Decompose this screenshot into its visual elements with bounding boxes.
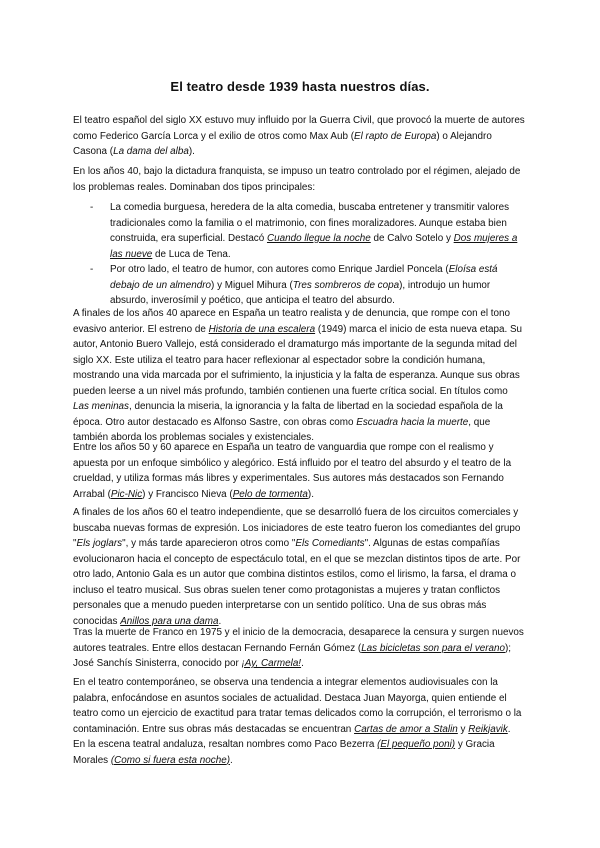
text: La comedia burguesa, heredera de la alta comedia, buscaba entretener y transmitir valores tradicionales como la familia o el matrimonio, con fines moralizadores. Aunque estaba bien construida, era superficial. Destacó	[110, 202, 510, 244]
genre-list	[73, 200, 525, 309]
work-title: Escuadra hacia la muerte	[356, 416, 469, 428]
work-link[interactable]: Historia de una escalera	[208, 323, 316, 335]
work-link[interactable]: ¡Ay, Carmela!	[241, 658, 302, 669]
group-name: Els joglars	[76, 538, 123, 549]
work-link[interactable]: Anillos para una dama	[120, 615, 219, 627]
text: de Calvo Sotelo y	[370, 233, 454, 244]
work-link[interactable]: Pelo de tormenta	[232, 488, 308, 500]
text: El teatro español del siglo XX estuvo muy influido por la Guerra Civil, que provocó la muerte de autores como Federico García Lorca y el exilio de otros como Max Aub (	[73, 115, 525, 142]
text: Por otro lado, el teatro de humor, con autores como Enrique Jardiel Poncela (	[110, 264, 449, 275]
text: .	[218, 615, 222, 627]
work-link[interactable]: Cartas de amor a Stalin	[354, 723, 458, 735]
text: ) y Miguel Mihura (	[211, 279, 293, 291]
work-title: La dama del alba	[113, 146, 189, 157]
work-link[interactable]: Dos mujeres a las nueve	[110, 233, 518, 260]
text: ) y Francisco Nieva (	[142, 488, 233, 500]
paragraph-40s	[73, 164, 525, 195]
text: ).	[307, 488, 314, 500]
group-name: Els Comediants	[295, 538, 365, 549]
work-title: Eloísa está debajo de un almendro	[110, 264, 498, 291]
text: A finales de los años 60 el teatro independiente, que se desarrolló fuera de los circuitos comerciales y buscaba nuevas formas de expresión. Los iniciadores de este teatro fueron los comediantes del grupo "	[73, 507, 521, 549]
work-link[interactable]: Pic-Nic	[110, 488, 143, 500]
text: , que también aborda los problemas sociales y existenciales.	[73, 416, 491, 443]
paragraph-vanguard	[73, 440, 525, 502]
paragraph-contemporary	[73, 675, 525, 768]
work-title: Tres sombreros de copa	[292, 279, 400, 291]
work-link[interactable]: Las bicicletas son para el verano	[361, 642, 506, 654]
paragraph-realism	[73, 306, 525, 446]
list-item	[73, 262, 525, 309]
text: y	[457, 723, 469, 735]
text: ) o Alejandro Casona (	[73, 130, 492, 157]
text: . En la escena teatral andaluza, resaltan nombres como Paco Bezerra	[73, 723, 511, 750]
text: ), introdujo un humor absurdo, inverosímil y poético, que anticipa el teatro del absurdo.	[110, 279, 491, 306]
list-item	[73, 200, 525, 262]
work-link[interactable]: Reikjavik	[468, 723, 508, 735]
text: ).	[188, 146, 195, 157]
text: Tras la muerte de Franco en 1975 y el inicio de la democracia, desaparece la censura y surgen nuevos autores teatrales. Entre ellos destacan Fernando Fernán Gómez (	[73, 627, 524, 654]
work-title: El rapto de Europa	[354, 130, 437, 142]
paragraph-democracy	[73, 625, 525, 672]
text: Entre los años 50 y 60 aparece en España un teatro de vanguardia que rompe con el realismo y apuesta por un enfoque simbólico y alegórico. Está influido por el teatro del absurdo y el teatro de la crueldad, y utiliza formas más libres y experimentales. Sus autores más destacados son Fernando Arrabal (	[73, 442, 512, 500]
work-link[interactable]: (El pequeño poni)	[377, 739, 456, 750]
work-link[interactable]: Cuando llegue la noche	[266, 233, 371, 244]
text: En el teatro contemporáneo, se observa una tendencia a integrar elementos audiovisuales con la palabra, enfocándose en asuntos sociales de actualidad. Destaca Juan Mayorga, quien entiende el teatro como un ejercicio de exactitud para tratar temas delicados como la corrupción, el terrorismo o la contaminación. Entre sus obras más destacadas se encuentran	[73, 677, 522, 735]
text: de Luca de Tena.	[152, 248, 231, 260]
text: ". Algunas de estas compañías evolucionaron hacia el concepto de espectáculo total, en el que se mezclan distintos tipos de arte. Por otro lado, Antonio Gala es un autor que combina distintos estilos, como el lirismo, la farsa, el drama o incluso el teatro musical. Sus obras suelen tener como protagonistas a mujeres y tratan conflictos personales que a menudo pueden interpretarse con un sentido político. Una de sus obras más conocidas	[73, 538, 521, 627]
text: A finales de los años 40 aparece en España un teatro realista y de denuncia, que rompe con el tono evasivo anterior. El estreno de	[73, 308, 510, 335]
paragraph-independent	[73, 505, 525, 629]
text: .	[229, 754, 233, 766]
text: ", y más tarde aparecieron otros como "	[122, 538, 296, 549]
text: y Gracia Morales	[73, 739, 495, 766]
text: (1949) marca el inicio de esta nueva etapa. Su autor, Antonio Buero Vallejo, está considerado el dramaturgo más importante de la segunda mitad del siglo XX. Este utiliza el teatro para hacer reflexionar al espectador sobre la condición humana, mostrando una vida marcada por el sufrimiento, la injusticia y la falta de esperanza. Aunque sus obras pueden leerse a un nivel más profundo, también contienen una fuerte crítica social. En títulos como	[73, 323, 523, 397]
text: , denuncia la miseria, la ignorancia y la falta de libertad en la sociedad española de la época. Otro autor destacado es Alfonso Sastre, con obras como	[73, 401, 503, 428]
text: En los años 40, bajo la dictadura franquista, se impuso un teatro controlado por el régimen, alejado de los problemas reales. Dominaban dos tipos principales:	[73, 166, 521, 193]
dash-bullet: -	[90, 202, 94, 213]
dash-bullet: -	[90, 264, 94, 275]
text: ); José Sanchís Sinisterra, conocido por	[73, 642, 512, 669]
work-link[interactable]: (Como si fuera esta noche)	[110, 754, 230, 766]
document-title: El teatro desde 1939 hasta nuestros días.	[170, 79, 430, 94]
text: .	[301, 658, 304, 669]
work-title: Las meninas	[73, 401, 129, 412]
paragraph-intro	[73, 113, 525, 160]
